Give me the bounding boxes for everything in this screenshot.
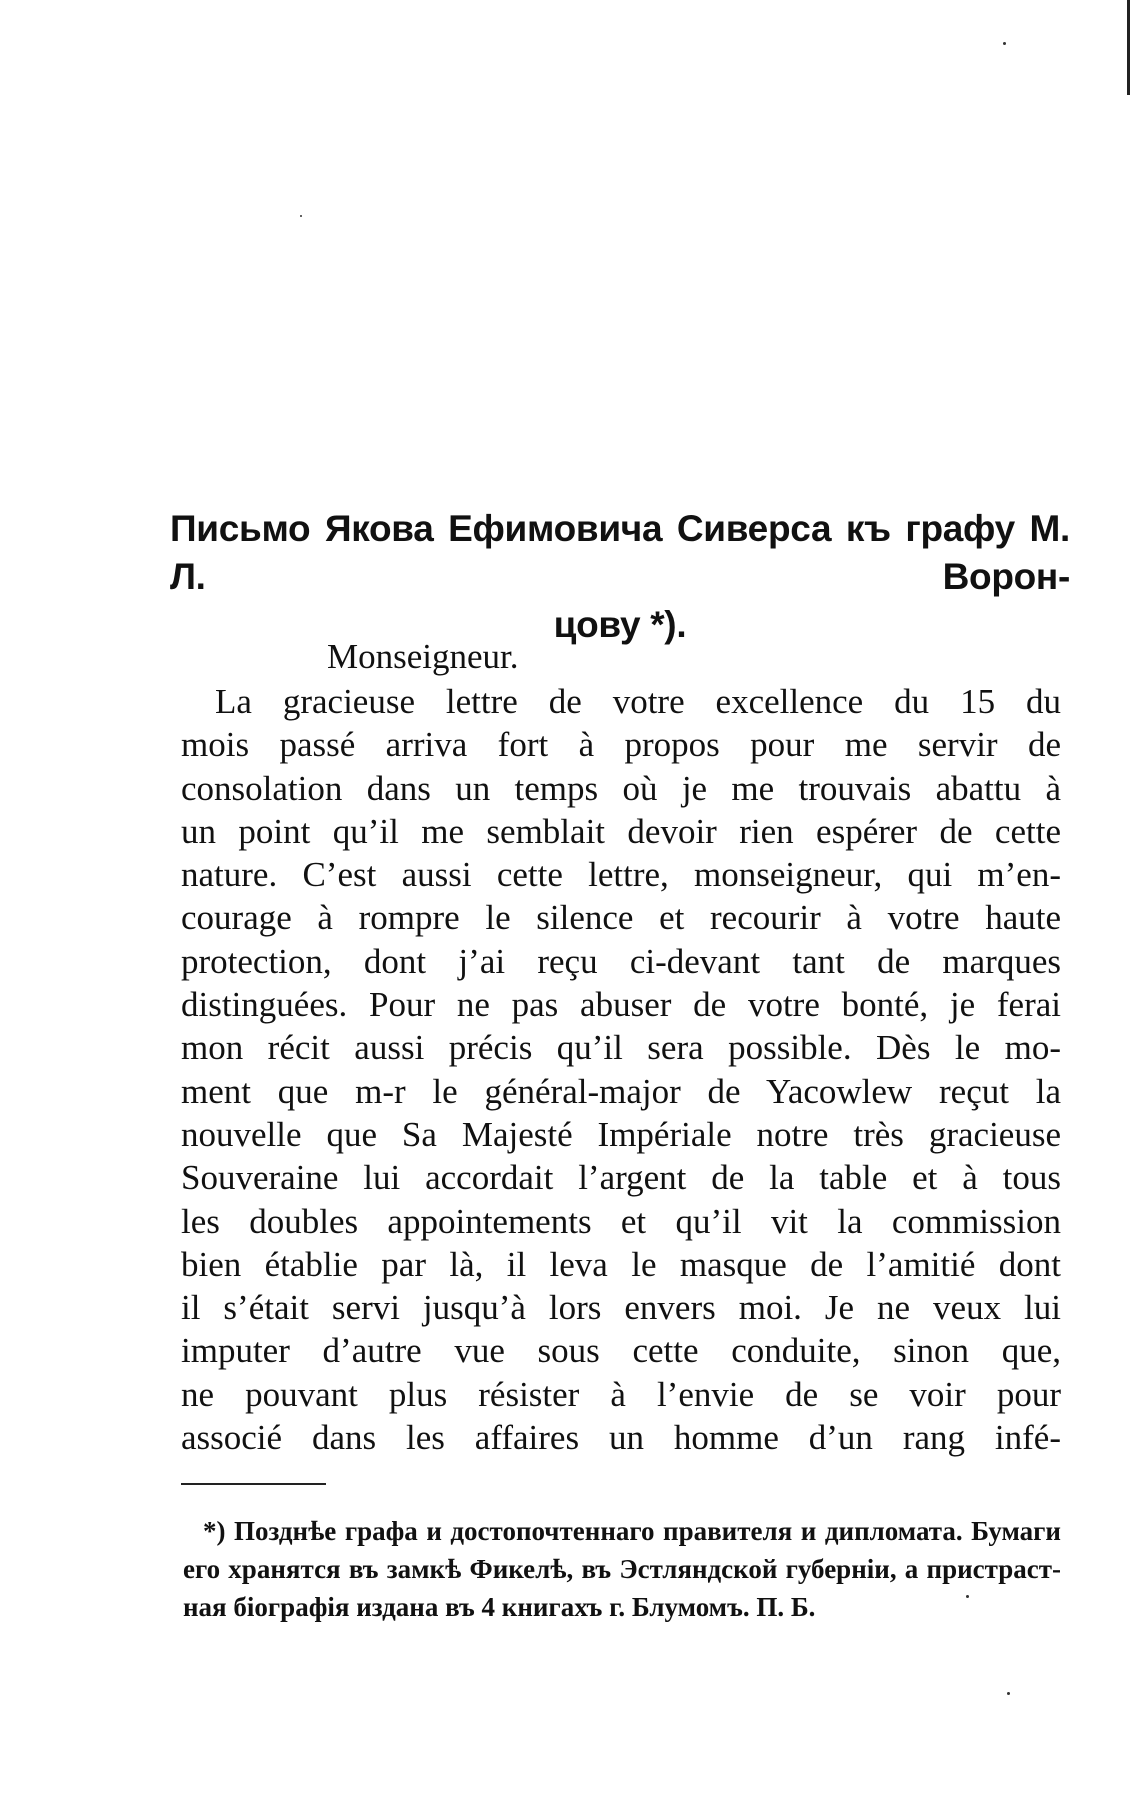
page-edge-line (1127, 0, 1130, 95)
body-line: nature. C’est aussi cette lettre, monseigneur, qui m’en- (181, 855, 1061, 895)
body-line: un point qu’il me semblait devoir rien espérer de cette (181, 811, 1061, 851)
letter-heading (170, 505, 1070, 649)
body-line: ne pouvant plus résister à l’envie de se voir pour (181, 1374, 1061, 1414)
heading-line-2: цову *). (553, 604, 687, 645)
footnote-line: его хранятся въ замкѣ Фикелѣ, въ Эстляндской губерніи, а пристраст- (183, 1554, 1061, 1584)
scan-speck (1007, 1692, 1010, 1695)
body-line: associé dans les affaires un homme d’un rang infé- (181, 1418, 1061, 1458)
footnote (183, 1512, 1061, 1626)
footnote-separator (181, 1483, 326, 1485)
letter-body (181, 680, 1061, 1459)
footnote-line: *) Позднѣе графа и достопочтеннаго правителя и дипломата. Бумаги (203, 1516, 1061, 1546)
body-line: nouvelle que Sa Majesté Impériale notre très gracieuse (181, 1114, 1061, 1154)
body-line: courage à rompre le silence et recourir à votre haute (181, 898, 1061, 938)
body-line: protection, dont j’ai reçu ci-devant tant de marques (181, 941, 1061, 981)
body-line: La gracieuse lettre de votre excellence du 15 du (215, 682, 1061, 721)
body-line: les doubles appointements et qu’il vit la commission (181, 1201, 1061, 1241)
body-line: consolation dans un temps où je me trouvais abattu à (181, 768, 1061, 808)
body-line: distinguées. Pour ne pas abuser de votre bonté, je ferai (181, 985, 1061, 1025)
body-line: mon récit aussi précis qu’il sera possible. Dès le mo- (181, 1028, 1061, 1068)
body-line: ment que m-r le général-major de Yacowlew reçut la (181, 1071, 1061, 1111)
body-line: Souveraine lui accordait l’argent de la table et à tous (181, 1158, 1061, 1198)
salutation: Monseigneur. (327, 637, 519, 676)
heading-line-1: Письмо Якова Ефимовича Сиверса къ графу М. Л. Ворон- (170, 508, 1070, 597)
body-line: imputer d’autre vue sous cette conduite, sinon que, (181, 1331, 1061, 1371)
body-line: il s’était servi jusqu’à lors envers moi. Je ne veux lui (181, 1288, 1061, 1328)
footnote-line: ная біографія издана въ 4 книгахъ г. Блумомъ. П. Б. (183, 1592, 816, 1622)
body-line: mois passé arriva fort à propos pour me servir de (181, 725, 1061, 765)
scan-speck (1003, 42, 1006, 45)
scan-speck (300, 215, 302, 217)
body-line: bien établie par là, il leva le masque de l’amitié dont (181, 1244, 1061, 1284)
